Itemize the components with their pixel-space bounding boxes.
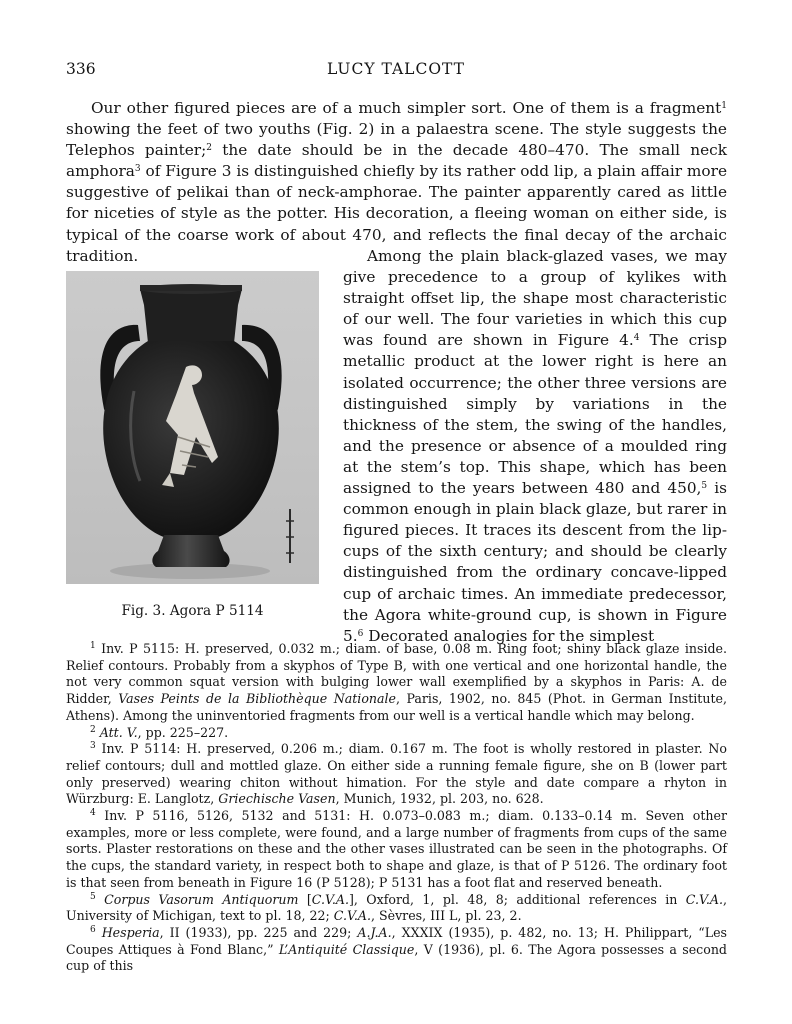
footnote-ref: 6 <box>357 628 364 639</box>
text-run: of Figure 3 is distinguished chiefly by its rather odd lip, a plain affair more suggestive of pelikai than of neck-amphorae. The painter apparently cared as little for niceties of style as the potter. His decoration, a fleeing woman on either side, is typical of the coarse work of about 470, and reflects the final decay of the archaic tradition. <box>66 162 727 265</box>
page-number: 336 <box>66 60 96 78</box>
italic-title: C.V.A. <box>685 891 723 907</box>
footnote-ref: 5 <box>701 481 708 492</box>
text-run: Inv. P 5114: H. preserved, 0.206 m.; diam. 0.167 m. The foot is wholly restored in plaster. No relief contours; dull and mottled glaze. On either side a running female figure, she on B (lower part only preserved) wearing chiton without himation. For the style and date compare a rhyton in Würzburg: E. Langlotz, <box>66 741 727 807</box>
paragraph-1 <box>66 98 727 267</box>
footnote-ref: 2 <box>206 143 212 154</box>
footnote-number: 2 <box>90 724 96 735</box>
text-run: , University of Michigan, text to pl. 18, 22; <box>66 891 727 924</box>
text-run: Decorated analogies for the simplest <box>363 626 655 645</box>
footnotes <box>66 641 727 975</box>
paragraph-2 <box>343 246 727 647</box>
text-run: , Munich, 1932, pl. 203, no. 628. <box>335 791 544 807</box>
running-head: LUCY TALCOTT <box>326 60 466 78</box>
text-run: the date should be in the decade 480–470. The small neck amphora <box>66 141 727 181</box>
footnote-number: 4 <box>90 808 96 819</box>
footnote-ref: 4 <box>633 333 640 344</box>
page-header <box>66 60 726 84</box>
text-run: , II (1933), pp. 225 and 229; <box>159 924 358 940</box>
figure-caption: Fig. 3. Agora P 5114 <box>121 603 264 619</box>
text-run: Inv. P 5115: H. preserved, 0.032 m.; diam. of base, 0.08 m. Ring foot; shiny black glaze inside. Relief contours. Probably from a skyphos of Type B, with one vertical and one horizontal handle, the not very common squat version with bulging lower wall exemplified by a skyphos in Paris: A. de Ridder, <box>66 641 727 707</box>
text-run: ], Oxford, 1, pl. 48, 8; additional references in <box>348 891 686 907</box>
italic-title: Att. V. <box>95 724 138 740</box>
footnote-ref: 1 <box>721 101 727 111</box>
text-run: , Paris, 1902, no. 845 (Phot. in German Institute, Athens). Among the uninventoried fragments from our well is a vertical handle which may belong. <box>66 691 727 723</box>
italic-title: C.V.A. <box>333 908 371 924</box>
footnote-4 <box>66 808 727 892</box>
amphora-image <box>66 271 319 584</box>
footnote-ref: 3 <box>134 164 141 175</box>
italic-title: A.J.A. <box>357 924 392 940</box>
footnote-5 <box>66 892 727 925</box>
footnote-2 <box>66 725 727 742</box>
footnote-number: 6 <box>90 924 96 935</box>
text-run: [ <box>298 891 312 907</box>
text-run: , pp. 225–227. <box>137 724 229 740</box>
footnote-3 <box>66 741 727 808</box>
amphora-photograph <box>66 271 319 584</box>
footnote-1 <box>66 641 727 725</box>
italic-title: Hesperia <box>95 924 160 940</box>
text-run: , V (1936), pl. 6. The Agora possesses a second cup of this <box>66 941 727 974</box>
text-run: Our other figured pieces are of a much simpler sort. One of them is a fragment <box>91 99 722 117</box>
footnote-number: 3 <box>90 741 96 752</box>
footnote-number: 5 <box>90 891 96 902</box>
text-run: showing the feet of two youths (Fig. 2) in a palaestra scene. The style suggests the Telephos painter; <box>66 120 727 160</box>
italic-title: Vases Peints de la Bibliothèque Nationale <box>118 691 396 707</box>
text-run: , XXXIX (1935), p. 482, no. 13; H. Philippart, “Les Coupes Attiques à Fond Blanc,” <box>66 924 728 957</box>
text-run: Among the plain black-glazed vases, we may give precedence to a group of kylikes with straight offset lip, the shape most characteristic of our well. The four varieties in which this cup was found are shown in Figure 4. <box>343 247 727 350</box>
text-run: Inv. P 5116, 5126, 5132 and 5131: H. 0.073–0.083 m.; diam. 0.133–0.14 m. Seven other examples, more or less complete, were found, and a large number of fragments from cups of the same sorts. Plaster restorations on these and the other vases illustrated can be seen in the photographs. Of the cups, the standard variety, in respect both to shape and glaze, is that of P 5126. The ordinary foot is that seen from beneath in Figure 16 (P 5128); P 5131 has a foot flat and reserved beneath. <box>66 808 727 890</box>
footnote-6 <box>66 925 727 975</box>
text-run: is common enough in plain black glaze, but rarer in figured pieces. It traces its descent from the lip-cups of the sixth century; and should be clearly distinguished from the ordinary concave-lipped cup of archaic times. An immediate predecessor, the Agora white-ground cup, is shown in Figure 5. <box>343 479 728 645</box>
footnote-number: 1 <box>90 641 96 651</box>
italic-title: Corpus Vasorum Antiquorum <box>95 891 299 907</box>
italic-title: Griechische Vasen <box>218 791 336 807</box>
text-run: , Sèvres, III L, pl. 23, 2. <box>370 908 522 924</box>
italic-title: L’Antiquité Classique <box>278 941 415 957</box>
italic-title: C.V.A. <box>311 891 349 907</box>
text-run: The crisp metallic product at the lower right is here an isolated occurrence; the other three versions are distinguished simply by variations in the thickness of the stem, the swing of the handles, and the presence or absence of a moulded ring at the stem’s top. This shape, which has been assigned to the years between 480 and 450, <box>343 331 727 498</box>
